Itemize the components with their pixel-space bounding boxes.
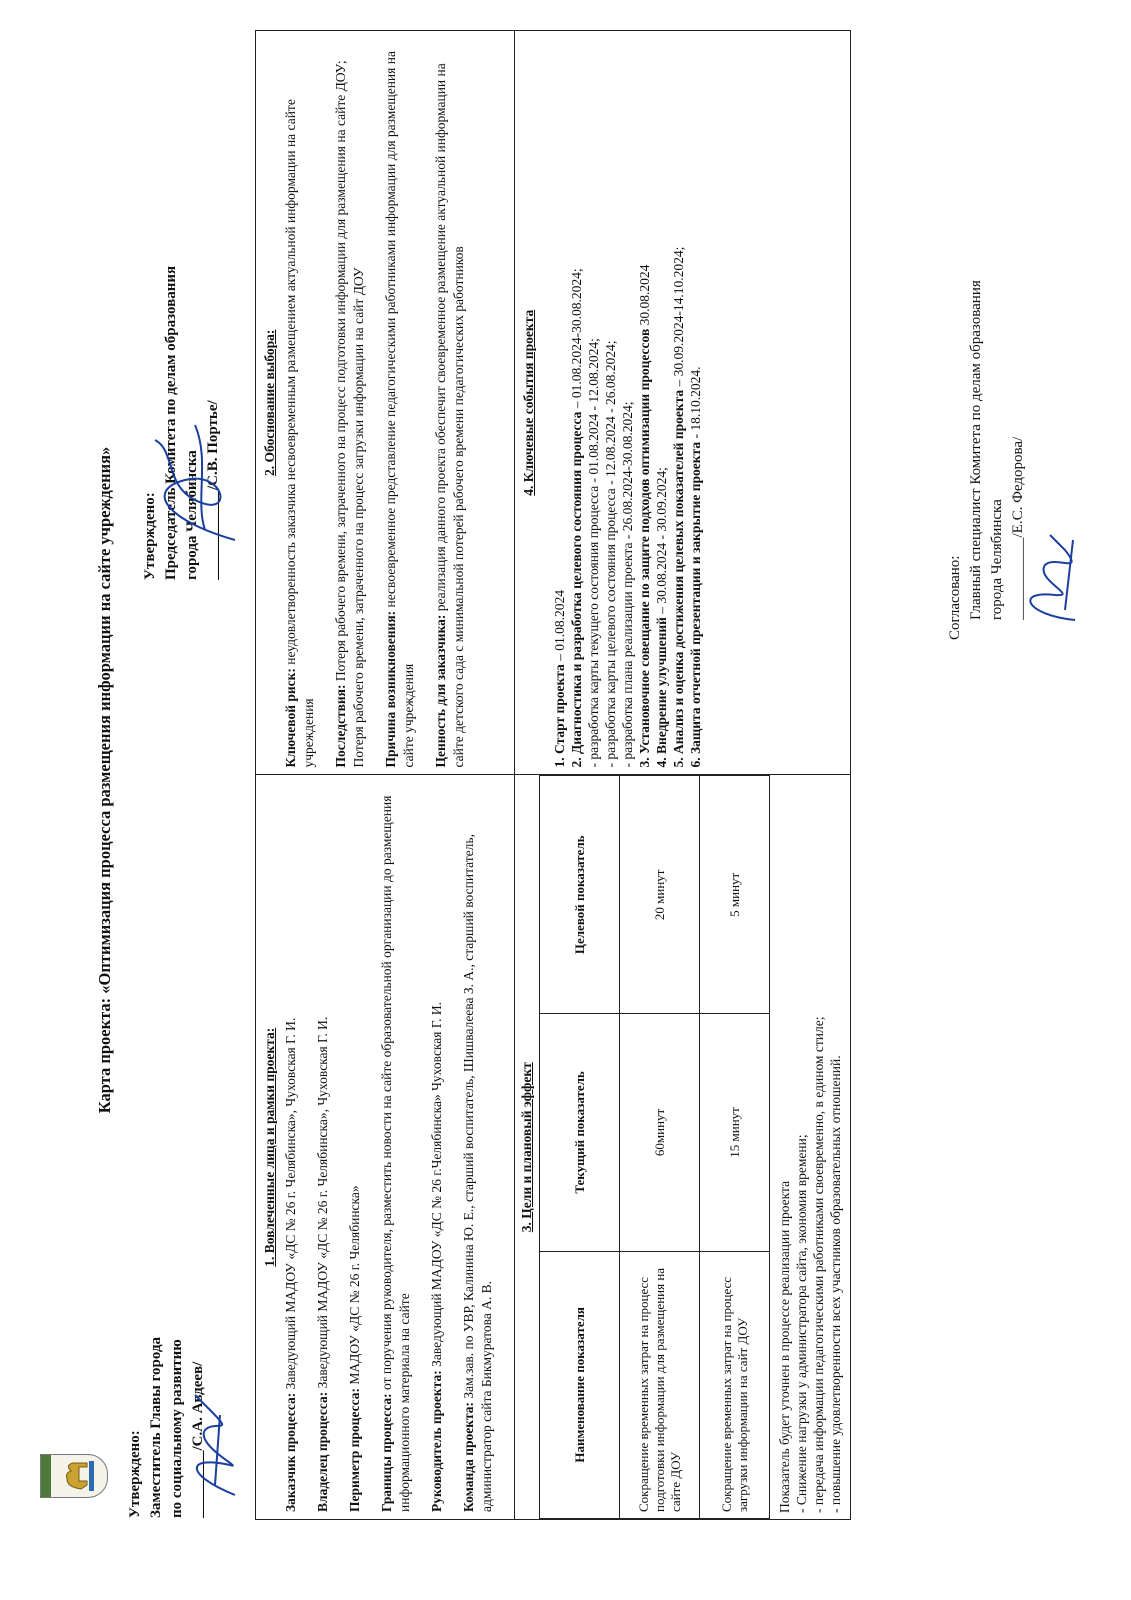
item-label: Команда проекта: — [461, 1401, 476, 1512]
section3-heading: 3. Цели и плановый эффект — [519, 1062, 534, 1233]
handwritten-signature-agreed — [995, 525, 1105, 635]
item-text: Заведующий МАДОУ «ДС № 26 г. Челябинска», Чуховская Г. И. — [315, 1016, 330, 1392]
list-item — [619, 38, 636, 768]
approval-left-label: Утверждено: — [127, 1430, 143, 1518]
goals-col-target: Целевой показатель — [540, 776, 620, 1014]
note-line: - передача информации педагогическими работниками своевременно, в едином стиле; — [811, 1016, 826, 1513]
list-item — [382, 38, 418, 768]
goal-current: 15 минут — [700, 1014, 770, 1252]
item-label: 6. Защита отчетной презентации и закрытие проекта — [688, 441, 703, 768]
approval-left-position-1: Заместитель Главы города — [148, 1336, 164, 1518]
list-item — [551, 38, 568, 768]
goals-table — [539, 776, 770, 1520]
item-label: Руководитель проекта: — [429, 1370, 444, 1512]
list-item — [460, 783, 496, 1513]
item-label: 5. Анализ и оценка достижения целевых показателей проекта — [671, 389, 686, 768]
item-text: - разработка плана реализации проекта - 26.08.2024-30.08.2024; — [620, 401, 635, 768]
item-label: 2. Диагностика и разработка целевого состояния процесса — [569, 411, 584, 768]
item-text: Зам.зав. по УВР, Калинина Ю. Е., старший воспитатель, Шишвалеева З. А., старший воспитатель, администратор сайта Бикмуратова А. В. — [461, 834, 494, 1512]
goals-header-row — [540, 776, 620, 1519]
approval-right-position-1: Председатель Комитета по делам образования — [163, 265, 179, 580]
section2-list — [282, 38, 468, 768]
list-item — [428, 783, 446, 1513]
item-text: от поручения руководителя, разместить новости на сайте образовательной организации до размещения информационного материала на сайте — [379, 795, 412, 1512]
handwritten-signature-left — [175, 1385, 255, 1505]
section-justification — [256, 31, 515, 776]
agreed-position-2: города Челябинска — [989, 499, 1005, 620]
list-item — [346, 783, 364, 1513]
agreed-label: Согласовано: — [947, 555, 963, 640]
goal-target: 5 минут — [700, 776, 770, 1014]
list-item — [585, 38, 602, 768]
section4-list — [551, 38, 704, 768]
list-item — [670, 38, 687, 768]
section1-list — [282, 783, 496, 1513]
item-text: Заведующий МАДОУ «ДС № 26 г. Челябинска», Чуховская Г. И. — [283, 1017, 298, 1393]
approval-right-label: Утверждено: — [142, 492, 158, 580]
item-label: 3. Установочное совещание по защите подходов оптимизации процессов — [637, 328, 652, 768]
item-text: несвоевременное представление педагогическими работниками информации для размещения на сайте учреждения — [383, 51, 416, 768]
list-item — [653, 38, 670, 768]
table-row — [700, 776, 770, 1519]
list-item — [378, 783, 414, 1513]
goals-col-current: Текущий показатель — [540, 1014, 620, 1252]
item-text: реализация данного проекта обеспечит своевременное размещение актуальной информации на сайте детского сада с минимальной потерей рабочего времени педагогических работников — [433, 63, 466, 768]
section4-heading: 4. Ключевые события проекта — [521, 309, 536, 496]
approval-right-position-2: города Челябинска — [184, 450, 200, 580]
note-line: - повышение удовлетворенности всех участников образовательных отношений. — [828, 1055, 843, 1513]
item-label: Причина возникновения: — [383, 610, 398, 768]
approval-left-position-2: по социальному развитию — [169, 1339, 185, 1518]
item-label: Периметр процесса: — [347, 1387, 362, 1512]
item-label: Последствия: — [333, 684, 348, 768]
goals-notes — [770, 776, 850, 1520]
item-text: - 18.10.2024. — [688, 366, 703, 442]
list-item — [282, 38, 318, 768]
item-label: Границы процесса: — [379, 1393, 394, 1512]
agreed-signature: ___________/Е.С. Федорова/ — [1010, 436, 1026, 620]
section2-heading: 2. Обоснование выбора: — [262, 329, 277, 476]
section-stakeholders — [256, 775, 515, 1520]
item-text: - разработка карты текущего состояния процесса - 01.08.2024 - 12.08.2024; — [586, 338, 601, 768]
goal-name: Сокращение временных затрат на процесс подготовки информации для размещения на сайте ДОУ — [620, 1251, 700, 1518]
section-key-events — [515, 31, 851, 776]
section1-heading: 1. Вовлеченные лица и рамки проекта: — [262, 1027, 277, 1267]
approval-right-signature: ____________/С.В. Портье/ — [205, 400, 221, 580]
section-goals — [515, 775, 851, 1520]
table-row — [620, 776, 700, 1519]
note-line: Показатель будет уточнен в процессе реализации проекта — [777, 1180, 792, 1513]
goals-col-name: Наименование показателя — [540, 1251, 620, 1518]
note-line: - Снижение нагрузки у администратора сайта, экономия времени; — [794, 1134, 809, 1513]
item-label: Заказчик процесса: — [283, 1392, 298, 1512]
item-text: Заведующий МАДОУ «ДС № 26 г.Челябинска» Чуховская Г. И. — [429, 1001, 444, 1371]
agreed-position-1: Главный специалист Комитета по делам образования — [968, 280, 984, 620]
goal-name: Сокращение временных затрат на процесс загрузки информации на сайт ДОУ — [700, 1251, 770, 1518]
list-item — [687, 38, 704, 768]
item-label: 1. Старт проекта — [552, 664, 567, 768]
list-item — [568, 38, 585, 768]
item-label: Ценность для заказчика: — [433, 614, 448, 768]
list-item — [314, 783, 332, 1513]
item-text: – 01.08.2024 — [552, 589, 567, 665]
item-text: – 30.09.2024-14.10.2024; — [671, 246, 686, 390]
approval-left-signature: _________/С.А. Авдеев/ — [190, 1361, 206, 1518]
item-text: – 30.08.2024 - 30.09.2024; — [654, 467, 669, 618]
list-item — [636, 38, 653, 768]
list-item — [282, 783, 300, 1513]
handwritten-signature-right — [135, 410, 255, 560]
goal-current: 60минут — [620, 1014, 700, 1252]
document-title: Карта проекта: «Оптимизация процесса размещения информации на сайте учреждения» — [95, 446, 114, 1114]
goal-target: 20 минут — [620, 776, 700, 1014]
item-text: 30.08.2024 — [637, 264, 652, 329]
list-item — [602, 38, 619, 768]
list-item — [432, 38, 468, 768]
item-text: неудовлетворенность заказчика несвоевременным размещением актуальной информации на сайте учреждения — [283, 99, 316, 768]
item-label: Владелец процесса: — [315, 1391, 330, 1512]
item-text: Потеря рабочего времени, затраченного на процесс подготовки информации для размещения на сайте ДОУ; Потеря рабочего времени, затраченного на процесс загрузки информации на сайт ДОУ — [333, 60, 366, 768]
item-label: 4. Внедрение улучшений — [654, 617, 669, 768]
item-text: – 01.08.2024-30.08.2024; — [569, 268, 584, 412]
item-text: МАДОУ «ДС № 26 г. Челябинска» — [347, 1185, 362, 1388]
item-text: - разработка карты целевого состояния процесса - 12.08.2024 - 26.08.2024; — [603, 340, 618, 768]
project-card-table — [255, 30, 851, 1520]
item-label: Ключевой риск: — [283, 668, 298, 768]
list-item — [332, 38, 368, 768]
